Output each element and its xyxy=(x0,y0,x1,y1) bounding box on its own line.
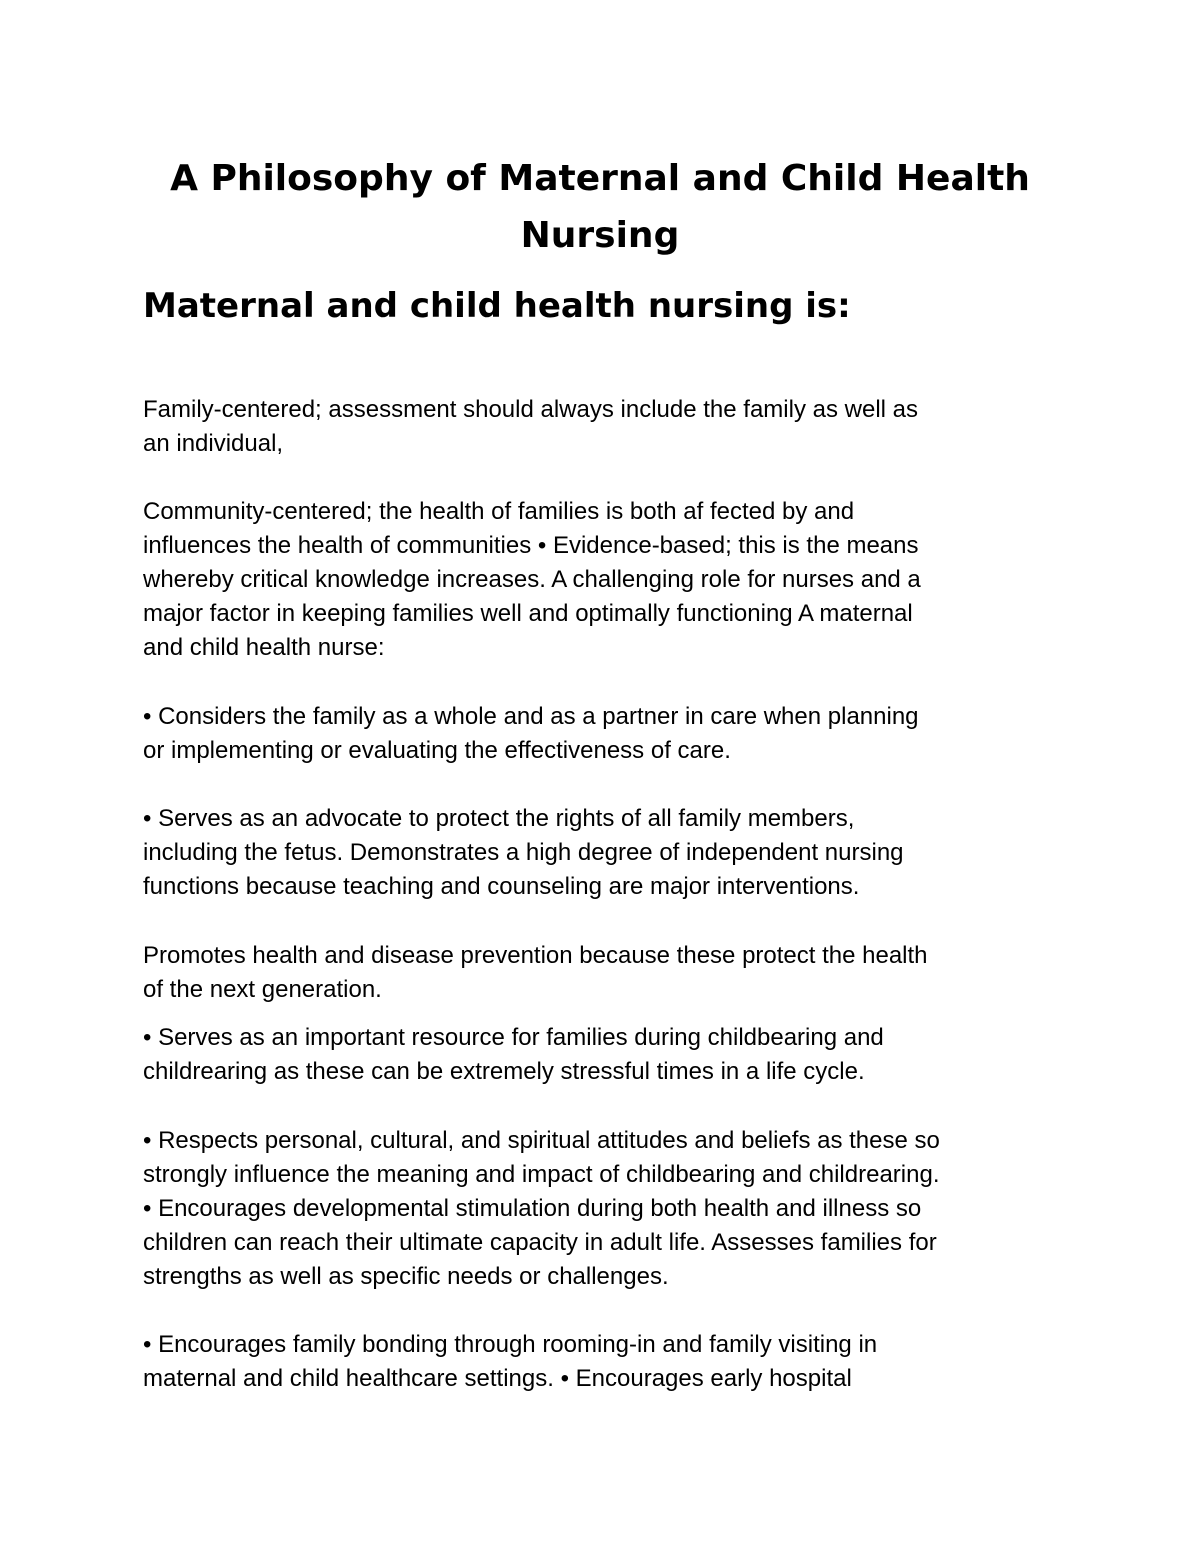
paragraph-advocate xyxy=(143,802,1073,904)
text-line: • Encourages developmental stimulation during both health and illness so xyxy=(143,1195,922,1222)
text-line: • Encourages family bonding through rooming-in and family visiting in xyxy=(143,1331,878,1358)
text-line: childrearing as these can be extremely stressful times in a life cycle. xyxy=(143,1058,865,1085)
paragraph-considers-family xyxy=(143,700,1073,768)
paragraph-promotes-health xyxy=(143,939,1073,1007)
text-line: • Considers the family as a whole and as a partner in care when planning xyxy=(143,703,919,730)
text-line: • Serves as an important resource for families during childbearing and xyxy=(143,1024,884,1051)
text-line: major factor in keeping families well and optimally functioning A maternal xyxy=(143,600,913,627)
text-line: strengths as well as specific needs or challenges. xyxy=(143,1263,669,1290)
text-line: • Respects personal, cultural, and spiritual attitudes and beliefs as these so xyxy=(143,1127,940,1154)
paragraph-community-centered xyxy=(143,495,1073,665)
text-line: strongly influence the meaning and impact of childbearing and childrearing. xyxy=(143,1161,940,1188)
text-line: influences the health of communities • Evidence-based; this is the means xyxy=(143,532,919,559)
text-line: functions because teaching and counseling are major interventions. xyxy=(143,873,860,900)
text-line: including the fetus. Demonstrates a high degree of independent nursing xyxy=(143,839,904,866)
text-line: Promotes health and disease prevention because these protect the health xyxy=(143,942,928,969)
section-heading: Maternal and child health nursing is: xyxy=(143,286,851,326)
text-line: or implementing or evaluating the effectiveness of care. xyxy=(143,737,731,764)
text-line: Community-centered; the health of families is both af fected by and xyxy=(143,498,855,525)
paragraph-respects-attitudes xyxy=(143,1124,1073,1294)
paragraph-family-centered xyxy=(143,393,1073,461)
text-line: • Serves as an advocate to protect the rights of all family members, xyxy=(143,805,855,832)
text-line: Family-centered; assessment should always include the family as well as xyxy=(143,396,918,423)
text-line: of the next generation. xyxy=(143,976,382,1003)
document-title: A Philosophy of Maternal and Child Health Nursing xyxy=(170,158,1030,256)
text-line: children can reach their ultimate capacity in adult life. Assesses families for xyxy=(143,1229,937,1256)
text-line: and child health nurse: xyxy=(143,634,385,661)
paragraph-resource xyxy=(143,1021,1073,1089)
text-line: whereby critical knowledge increases. A challenging role for nurses and a xyxy=(143,566,921,593)
text-line: maternal and child healthcare settings. • Encourages early hospital xyxy=(143,1365,852,1392)
paragraph-family-bonding xyxy=(143,1328,1073,1396)
text-line: an individual, xyxy=(143,430,284,457)
